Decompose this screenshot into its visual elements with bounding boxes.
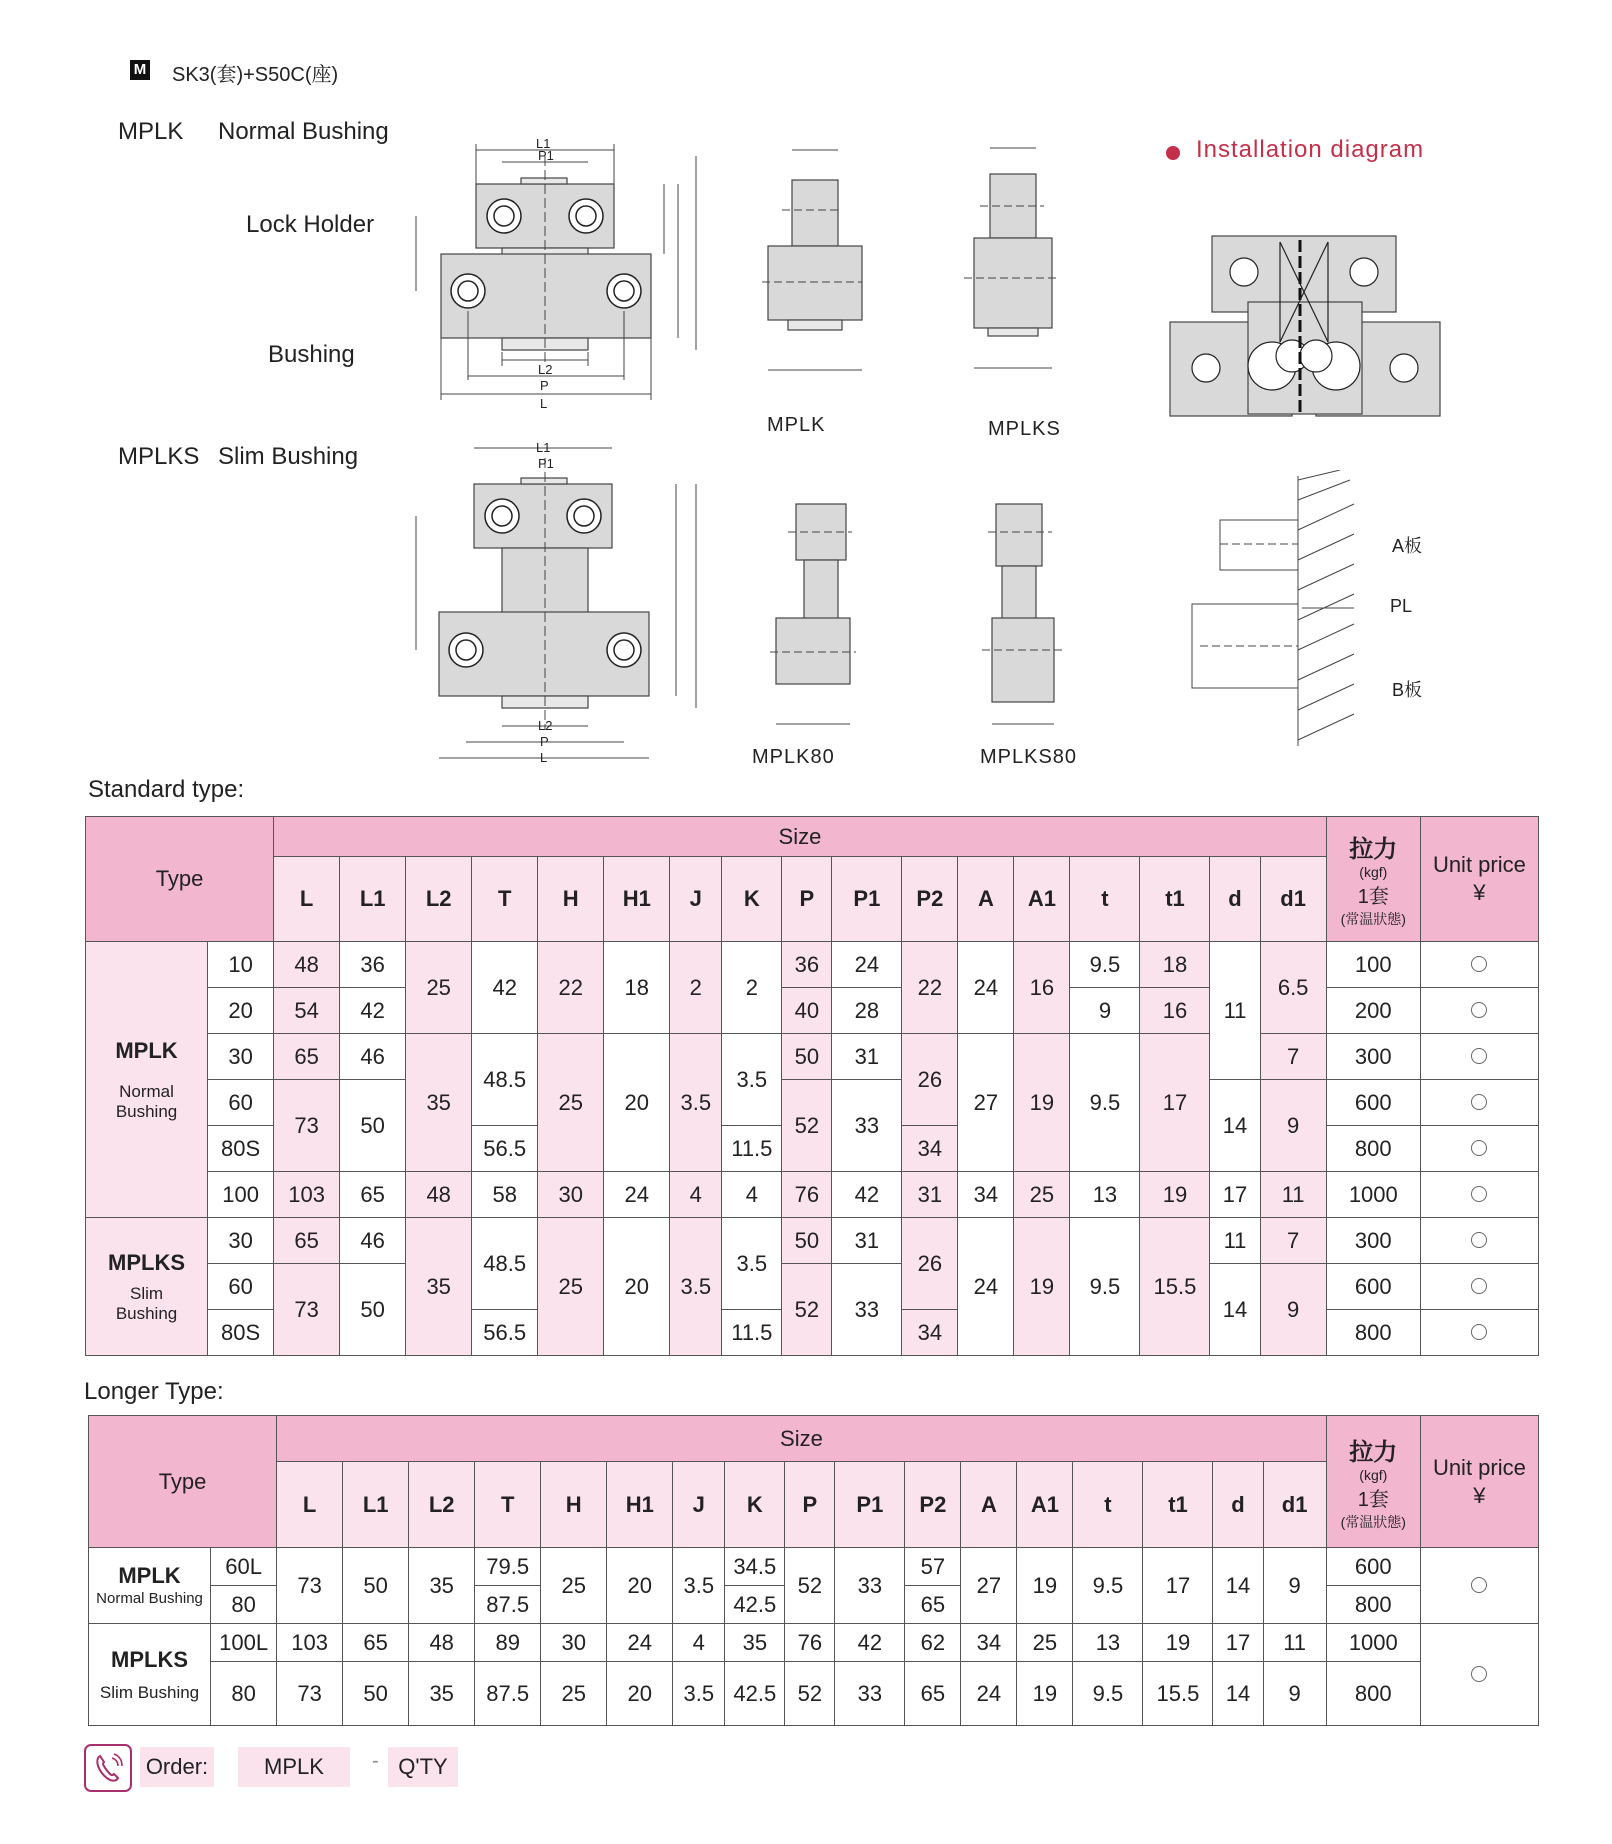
data-cell: 25 (538, 1218, 604, 1356)
data-cell: 7 (1260, 1218, 1326, 1264)
data-cell: 19 (1140, 1172, 1210, 1218)
order-separator: - (372, 1750, 379, 1772)
col-header: L2 (406, 857, 472, 942)
data-cell: 9.5 (1070, 1218, 1140, 1356)
col-header: K (722, 857, 782, 942)
data-cell: 35 (409, 1662, 475, 1726)
data-cell: 7 (1260, 1034, 1326, 1080)
data-cell: 30 (538, 1172, 604, 1218)
data-cell: 3.5 (673, 1548, 725, 1624)
data-cell: 56.5 (472, 1126, 538, 1172)
radio-icon (1471, 1094, 1487, 1110)
unit-price-radio[interactable] (1420, 1172, 1538, 1218)
col-header: d1 (1263, 1462, 1326, 1548)
plate-b-label: B板 (1392, 680, 1423, 700)
data-cell: 17 (1143, 1548, 1213, 1624)
col-header: A (958, 857, 1014, 942)
data-cell: 52 (785, 1548, 835, 1624)
svg-text:L: L (540, 750, 548, 762)
radio-icon (1471, 1186, 1487, 1202)
col-header: L2 (409, 1462, 475, 1548)
order-label: Order: (140, 1747, 214, 1787)
data-cell: 16 (1140, 988, 1210, 1034)
radio-icon (1471, 1002, 1487, 1018)
data-cell: 103 (277, 1624, 343, 1662)
data-cell: 9 (1070, 988, 1140, 1034)
col-header: H1 (604, 857, 670, 942)
material-spec: SK3(套)+S50C(座) (172, 64, 339, 86)
unit-price-radio[interactable] (1420, 988, 1538, 1034)
data-cell: 25 (1017, 1624, 1073, 1662)
data-cell: 18 (1140, 942, 1210, 988)
data-cell: 25 (538, 1034, 604, 1172)
data-cell: 26 (902, 1218, 958, 1310)
data-cell: 11 (1210, 1218, 1260, 1264)
data-cell: 65 (340, 1172, 406, 1218)
force-cell: 300 (1326, 1034, 1420, 1080)
radio-icon (1471, 1140, 1487, 1156)
data-cell: 33 (832, 1264, 902, 1356)
data-cell: 13 (1073, 1624, 1143, 1662)
unit-price-radio[interactable] (1420, 1264, 1538, 1310)
data-cell: 11 (1263, 1624, 1326, 1662)
data-cell: 4 (670, 1172, 722, 1218)
data-cell: 22 (538, 942, 604, 1034)
data-cell: 17 (1140, 1034, 1210, 1172)
data-cell: 19 (1014, 1218, 1070, 1356)
data-cell: 9 (1263, 1662, 1326, 1726)
col-header: H1 (607, 1462, 673, 1548)
data-cell: 50 (782, 1034, 832, 1080)
data-cell: 76 (782, 1172, 832, 1218)
svg-text:L1: L1 (536, 136, 551, 151)
force-header: 拉力 (kgf) 1套 (常温狀態) (1326, 817, 1420, 942)
col-header: d (1213, 1462, 1263, 1548)
data-cell: 24 (607, 1624, 673, 1662)
radio-icon (1471, 1324, 1487, 1340)
data-cell: 25 (541, 1548, 607, 1624)
data-cell: 56.5 (472, 1310, 538, 1356)
size-cell: 10 (208, 942, 274, 988)
data-cell: 73 (274, 1080, 340, 1172)
caption-mplk: MPLK (767, 414, 826, 436)
data-cell: 34 (902, 1310, 958, 1356)
data-cell: 9.5 (1073, 1548, 1143, 1624)
col-header: J (670, 857, 722, 942)
force-cell: 800 (1326, 1126, 1420, 1172)
phone-icon (84, 1744, 132, 1792)
col-header: L (274, 857, 340, 942)
data-cell: 9 (1260, 1080, 1326, 1172)
size-cell: 20 (208, 988, 274, 1034)
data-cell: 9 (1263, 1548, 1326, 1624)
col-header: A (961, 1462, 1017, 1548)
data-cell: 9.5 (1070, 1034, 1140, 1172)
data-cell: 35 (406, 1034, 472, 1172)
data-cell: 25 (406, 942, 472, 1034)
size-cell: 80S (208, 1126, 274, 1172)
col-header: P1 (835, 1462, 905, 1548)
data-cell: 42 (832, 1172, 902, 1218)
data-cell: 48 (409, 1624, 475, 1662)
data-cell: 103 (274, 1172, 340, 1218)
mplk-drawing (356, 136, 716, 414)
data-cell: 46 (340, 1218, 406, 1264)
data-cell: 11 (1260, 1172, 1326, 1218)
col-header: P1 (832, 857, 902, 942)
data-cell: 15.5 (1143, 1662, 1213, 1726)
data-cell: 2 (722, 942, 782, 1034)
unit-price-radio[interactable] (1420, 1126, 1538, 1172)
data-cell: 24 (958, 942, 1014, 1034)
data-cell: 34 (902, 1126, 958, 1172)
data-cell: 4 (722, 1172, 782, 1218)
plate-a-label: A板 (1392, 536, 1423, 556)
data-cell: 11.5 (722, 1310, 782, 1356)
radio-icon (1471, 1048, 1487, 1064)
data-cell: 40 (782, 988, 832, 1034)
data-cell: 73 (277, 1662, 343, 1726)
col-header: P (785, 1462, 835, 1548)
col-header: P2 (902, 857, 958, 942)
data-cell: 65 (274, 1034, 340, 1080)
col-header: P (782, 857, 832, 942)
data-cell: 73 (274, 1264, 340, 1356)
data-cell: 48 (274, 942, 340, 988)
unit-price-radio[interactable] (1420, 1218, 1538, 1264)
data-cell: 48 (406, 1172, 472, 1218)
data-cell: 30 (541, 1624, 607, 1662)
svg-text:P1: P1 (538, 456, 554, 471)
data-cell: 50 (782, 1218, 832, 1264)
data-cell: 57 (905, 1548, 961, 1586)
col-header: L1 (343, 1462, 409, 1548)
col-header: t (1073, 1462, 1143, 1548)
data-cell: 15.5 (1140, 1218, 1210, 1356)
data-cell: 33 (832, 1080, 902, 1172)
data-cell: 17 (1213, 1624, 1263, 1662)
data-cell: 76 (785, 1624, 835, 1662)
data-cell: 31 (832, 1034, 902, 1080)
bushing-label: Bushing (268, 341, 355, 368)
data-cell: 52 (785, 1662, 835, 1726)
lock-holder-label: Lock Holder (246, 211, 375, 238)
data-cell: 35 (725, 1624, 785, 1662)
data-cell: 62 (905, 1624, 961, 1662)
size-header: Size (277, 1416, 1327, 1462)
data-cell: 33 (835, 1662, 905, 1726)
data-cell: 24 (832, 942, 902, 988)
force-cell: 800 (1326, 1310, 1420, 1356)
data-cell: 34 (961, 1624, 1017, 1662)
data-cell: 42 (340, 988, 406, 1034)
size-cell: 60 (208, 1264, 274, 1310)
data-cell: 65 (343, 1624, 409, 1662)
unit-price-radio[interactable] (1420, 942, 1538, 988)
data-cell: 3.5 (670, 1034, 722, 1172)
svg-text:L: L (540, 396, 548, 411)
data-cell: 54 (274, 988, 340, 1034)
install-title: Installation diagram (1196, 136, 1425, 163)
data-cell: 19 (1017, 1662, 1073, 1726)
col-header: J (673, 1462, 725, 1548)
caption-mplks80: MPLKS80 (980, 746, 1078, 768)
size-cell: 80 (211, 1586, 277, 1624)
data-cell: 11.5 (722, 1126, 782, 1172)
data-cell: 34 (958, 1172, 1014, 1218)
data-cell: 42.5 (725, 1586, 785, 1624)
data-cell: 2 (670, 942, 722, 1034)
data-cell: 28 (832, 988, 902, 1034)
force-cell: 1000 (1326, 1624, 1420, 1662)
order-qty-field[interactable]: Q'TY (388, 1747, 458, 1787)
force-cell: 800 (1326, 1586, 1420, 1624)
size-cell: 100L (211, 1624, 277, 1662)
col-header: t (1070, 857, 1140, 942)
col-header: A1 (1017, 1462, 1073, 1548)
data-cell: 42 (472, 942, 538, 1034)
data-cell: 50 (343, 1662, 409, 1726)
type-header: Type (86, 817, 274, 942)
col-header: H (538, 857, 604, 942)
mplks-drawing (356, 440, 716, 762)
data-cell: 20 (604, 1218, 670, 1356)
longer-spec-table (88, 1415, 1539, 1726)
data-cell: 20 (607, 1662, 673, 1726)
data-cell: 14 (1213, 1662, 1263, 1726)
data-cell: 65 (905, 1662, 961, 1726)
material-badge: M (130, 60, 150, 80)
data-cell: 36 (782, 942, 832, 988)
svg-text:L2: L2 (538, 362, 553, 377)
data-cell: 27 (961, 1548, 1017, 1624)
unit-price-header: Unit price ¥ (1420, 1416, 1538, 1548)
mplks-side-drawing (944, 140, 1114, 380)
data-cell: 13 (1070, 1172, 1140, 1218)
data-cell: 17 (1210, 1172, 1260, 1218)
caption-mplks: MPLKS (988, 418, 1061, 440)
data-cell: 25 (1014, 1172, 1070, 1218)
mplk-label: MPLK (118, 118, 184, 145)
col-header: H (541, 1462, 607, 1548)
mplks-desc: Slim Bushing (218, 443, 359, 470)
size-cell: 30 (208, 1034, 274, 1080)
model-cell-mplks: MPLKS Slim Bushing (86, 1218, 208, 1356)
data-cell: 31 (832, 1218, 902, 1264)
model-cell-mplk: MPLK Normal Bushing (86, 942, 208, 1218)
data-cell: 87.5 (475, 1586, 541, 1624)
model-cell-mplks-long: MPLKS Slim Bushing (89, 1624, 211, 1726)
mplk-desc: Normal Bushing (218, 118, 389, 145)
data-cell: 14 (1213, 1548, 1263, 1624)
size-header: Size (274, 817, 1327, 857)
data-cell: 16 (1014, 942, 1070, 1034)
svg-text:P1: P1 (538, 148, 554, 163)
col-header: d1 (1260, 857, 1326, 942)
size-cell: 100 (208, 1172, 274, 1218)
data-cell: 31 (902, 1172, 958, 1218)
install-section-diagram (1190, 470, 1370, 752)
data-cell: 52 (782, 1080, 832, 1172)
data-cell: 3.5 (722, 1034, 782, 1126)
data-cell: 24 (604, 1172, 670, 1218)
unit-price-radio[interactable] (1420, 1310, 1538, 1356)
col-header: L1 (340, 857, 406, 942)
data-cell: 18 (604, 942, 670, 1034)
col-header: L (277, 1462, 343, 1548)
data-cell: 3.5 (722, 1218, 782, 1310)
mplk80-side-drawing (752, 470, 902, 730)
unit-price-header: Unit price ¥ (1420, 817, 1538, 942)
standard-spec-table (85, 816, 1539, 1356)
force-cell: 600 (1326, 1080, 1420, 1126)
svg-text:L2: L2 (538, 718, 553, 733)
mplk-side-drawing (742, 140, 902, 380)
force-header: 拉力 (kgf) 1套 (常温狀態) (1326, 1416, 1420, 1548)
data-cell: 33 (835, 1548, 905, 1624)
data-cell: 19 (1017, 1548, 1073, 1624)
data-cell: 42.5 (725, 1662, 785, 1726)
svg-text:L1: L1 (536, 440, 551, 455)
radio-icon (1471, 956, 1487, 972)
data-cell: 9.5 (1073, 1662, 1143, 1726)
data-cell: 42 (835, 1624, 905, 1662)
size-cell: 30 (208, 1218, 274, 1264)
mplks-label: MPLKS (118, 443, 200, 470)
radio-icon (1471, 1577, 1487, 1593)
size-cell: 60 (208, 1080, 274, 1126)
data-cell: 65 (274, 1218, 340, 1264)
install-bullet-icon (1166, 146, 1180, 160)
data-cell: 65 (905, 1586, 961, 1624)
data-cell: 24 (958, 1218, 1014, 1356)
col-header: T (472, 857, 538, 942)
size-cell: 80S (208, 1310, 274, 1356)
data-cell: 24 (961, 1662, 1017, 1726)
data-cell: 9 (1260, 1264, 1326, 1356)
data-cell: 73 (277, 1548, 343, 1624)
size-cell: 80 (211, 1662, 277, 1726)
data-cell: 48.5 (472, 1034, 538, 1126)
data-cell: 25 (541, 1662, 607, 1726)
col-header: d (1210, 857, 1260, 942)
col-header: T (475, 1462, 541, 1548)
data-cell: 20 (607, 1548, 673, 1624)
data-cell: 35 (409, 1548, 475, 1624)
data-cell: 3.5 (673, 1662, 725, 1726)
data-cell: 20 (604, 1034, 670, 1172)
parting-line-label: PL (1390, 596, 1413, 616)
data-cell: 26 (902, 1034, 958, 1126)
data-cell: 79.5 (475, 1548, 541, 1586)
data-cell: 52 (782, 1264, 832, 1356)
force-cell: 300 (1326, 1218, 1420, 1264)
data-cell: 50 (343, 1548, 409, 1624)
install-diagram (1168, 232, 1444, 422)
data-cell: 9.5 (1070, 942, 1140, 988)
data-cell: 19 (1014, 1034, 1070, 1172)
data-cell: 46 (340, 1034, 406, 1080)
longer-section-title: Longer Type: (84, 1378, 224, 1405)
data-cell: 11 (1210, 942, 1260, 1080)
standard-section-title: Standard type: (88, 776, 245, 803)
force-cell: 600 (1326, 1548, 1420, 1586)
radio-icon (1471, 1232, 1487, 1248)
data-cell: 36 (340, 942, 406, 988)
type-header: Type (89, 1416, 277, 1548)
force-cell: 200 (1326, 988, 1420, 1034)
col-header: t1 (1143, 1462, 1213, 1548)
unit-price-radio[interactable] (1420, 1624, 1538, 1726)
unit-price-radio[interactable] (1420, 1034, 1538, 1080)
data-cell: 6.5 (1260, 942, 1326, 1034)
data-cell: 3.5 (670, 1218, 722, 1356)
data-cell: 50 (340, 1264, 406, 1356)
data-cell: 87.5 (475, 1662, 541, 1726)
size-cell: 60L (211, 1548, 277, 1586)
data-cell: 14 (1210, 1264, 1260, 1356)
data-cell: 14 (1210, 1080, 1260, 1172)
model-cell-mplk-long: MPLK Normal Bushing (89, 1548, 211, 1624)
data-cell: 34.5 (725, 1548, 785, 1586)
col-header: P2 (905, 1462, 961, 1548)
unit-price-radio[interactable] (1420, 1548, 1538, 1624)
force-cell: 1000 (1326, 1172, 1420, 1218)
data-cell: 27 (958, 1034, 1014, 1172)
data-cell: 58 (472, 1172, 538, 1218)
caption-mplk80: MPLK80 (752, 746, 835, 768)
force-cell: 600 (1326, 1264, 1420, 1310)
data-cell: 19 (1143, 1624, 1213, 1662)
col-header: A1 (1014, 857, 1070, 942)
data-cell: 35 (406, 1218, 472, 1356)
radio-icon (1471, 1278, 1487, 1294)
svg-text:P: P (540, 378, 549, 393)
force-cell: 100 (1326, 942, 1420, 988)
data-cell: 48.5 (472, 1218, 538, 1310)
data-cell: 4 (673, 1624, 725, 1662)
data-cell: 50 (340, 1080, 406, 1172)
col-header: K (725, 1462, 785, 1548)
order-model-field[interactable]: MPLK (238, 1747, 350, 1787)
force-cell: 800 (1326, 1662, 1420, 1726)
data-cell: 89 (475, 1624, 541, 1662)
data-cell: 22 (902, 942, 958, 1034)
col-header: t1 (1140, 857, 1210, 942)
mplks80-side-drawing (952, 470, 1102, 730)
svg-text:P: P (540, 734, 549, 749)
radio-icon (1471, 1666, 1487, 1682)
unit-price-radio[interactable] (1420, 1080, 1538, 1126)
